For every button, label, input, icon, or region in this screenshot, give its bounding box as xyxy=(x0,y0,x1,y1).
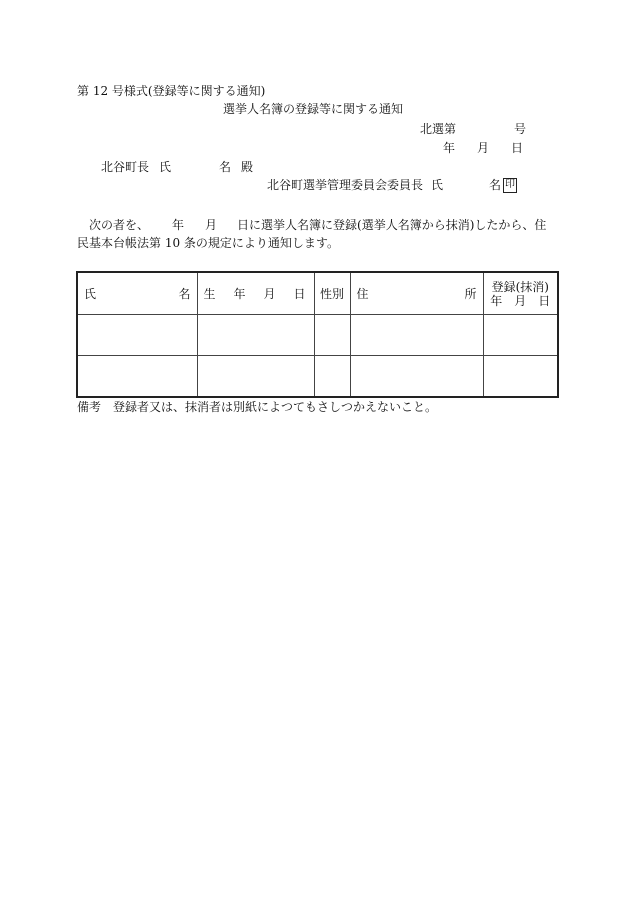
body-start: 次の者を、 xyxy=(89,218,150,232)
date-year: 年 xyxy=(443,141,456,155)
recipient-line xyxy=(101,160,253,174)
col-gender: 性別 xyxy=(314,272,350,315)
col-registration-date: 年 月 日 xyxy=(490,293,551,308)
cell-registration[interactable] xyxy=(483,356,558,398)
col-address-sho: 所 xyxy=(464,286,477,301)
col-name-shi: 氏 xyxy=(84,286,97,301)
document-date xyxy=(443,141,523,155)
date-day: 日 xyxy=(511,141,524,155)
recipient-dono: 殿 xyxy=(241,160,254,174)
registration-table xyxy=(76,271,559,398)
col-address-ju: 住 xyxy=(356,286,369,301)
sender-line xyxy=(267,178,517,193)
reference-suffix: 号 xyxy=(514,122,527,136)
col-address xyxy=(350,272,483,315)
col-name xyxy=(77,272,197,315)
body-month: 月 xyxy=(205,218,218,232)
body-year: 年 xyxy=(172,218,185,232)
cell-gender[interactable] xyxy=(314,315,350,356)
col-registration-label: 登録(抹消) xyxy=(491,279,549,294)
col-birthdate xyxy=(197,272,314,315)
reference-number xyxy=(420,122,526,136)
col-name-mei: 名 xyxy=(178,286,191,301)
seal-mark: 印 xyxy=(503,178,517,193)
document-title: 選挙人名簿の登録等に関する通知 xyxy=(223,102,404,116)
cell-name[interactable] xyxy=(77,315,197,356)
recipient-shi: 氏 xyxy=(159,160,172,174)
cell-name[interactable] xyxy=(77,356,197,398)
remark-label: 備考 xyxy=(77,400,102,414)
recipient-mei: 名 xyxy=(219,160,232,174)
cell-address[interactable] xyxy=(350,315,483,356)
sender-shi: 氏 xyxy=(431,178,444,192)
col-birth-day: 日 xyxy=(293,286,306,301)
reference-prefix: 北選第 xyxy=(420,122,457,136)
cell-gender[interactable] xyxy=(314,356,350,398)
sender-mei: 名 xyxy=(489,178,502,192)
form-number: 第 12 号様式(登録等に関する通知) xyxy=(77,84,266,98)
body-line-2: 民基本台帳法第 10 条の規定により通知します。 xyxy=(77,236,339,250)
body-line-1 xyxy=(89,218,546,232)
date-month: 月 xyxy=(477,141,490,155)
cell-birthdate[interactable] xyxy=(197,315,314,356)
sender-title: 北谷町選挙管理委員会委員長 xyxy=(267,178,424,192)
col-birth-year: 年 xyxy=(233,286,246,301)
cell-birthdate[interactable] xyxy=(197,356,314,398)
recipient-name: 北谷町長 xyxy=(101,160,150,174)
body-rest: 日に選挙人名簿に登録(選挙人名簿から抹消)したから、住 xyxy=(237,218,547,232)
remark-line xyxy=(77,400,437,414)
remark-text: 登録者又は、抹消者は別紙によつてもさしつかえないこと。 xyxy=(113,400,438,414)
col-registration xyxy=(483,272,558,315)
cell-address[interactable] xyxy=(350,356,483,398)
table-row xyxy=(77,356,558,398)
table-row xyxy=(77,315,558,356)
col-birth-month: 月 xyxy=(263,286,276,301)
table-header-row xyxy=(77,272,558,315)
cell-registration[interactable] xyxy=(483,315,558,356)
col-birth-sei: 生 xyxy=(203,286,216,301)
